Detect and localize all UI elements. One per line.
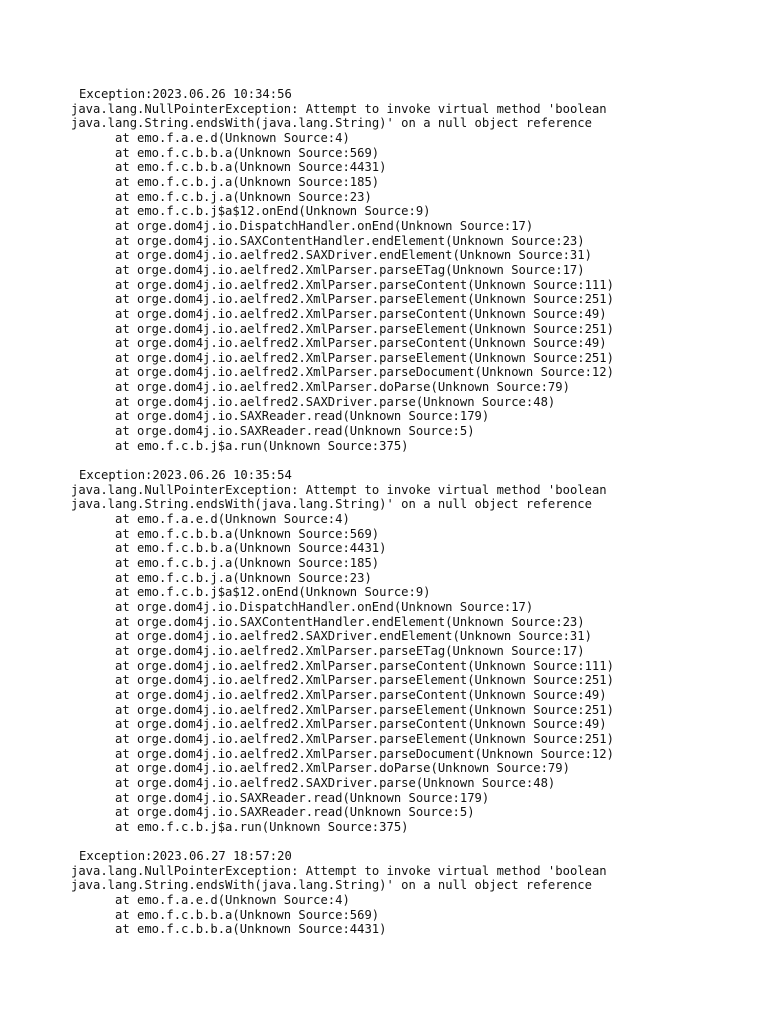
exception-timestamp: Exception:2023.06.26 10:34:56 [79,87,292,101]
stack-frame: at emo.f.c.b.j$a$12.onEnd(Unknown Source:9) [115,204,431,219]
stack-frame: at orge.dom4j.io.DispatchHandler.onEnd(Unknown Source:17) [115,218,534,233]
stack-frame: at orge.dom4j.io.aelfred2.XmlParser.parseContent(Unknown Source:49) [115,687,607,702]
stack-frame: at orge.dom4j.io.aelfred2.XmlParser.parseElement(Unknown Source:251) [115,292,614,307]
stack-frame: at emo.f.c.b.j.a(Unknown Source:23) [115,570,372,585]
stack-frame: at orge.dom4j.io.aelfred2.XmlParser.parseETag(Unknown Source:17) [115,262,585,277]
stack-frame: at orge.dom4j.io.aelfred2.XmlParser.parseElement(Unknown Source:251) [115,673,614,688]
exception-timestamp: Exception:2023.06.26 10:35:54 [79,468,292,483]
stack-frame: at orge.dom4j.io.aelfred2.XmlParser.parseETag(Unknown Source:17) [115,643,585,658]
exception-message-line: java.lang.NullPointerException: Attempt to invoke virtual method 'boolean [71,863,607,878]
exception-message-line: java.lang.String.endsWith(java.lang.String)' on a null object reference [71,878,592,893]
stack-frame: at orge.dom4j.io.SAXContentHandler.endElement(Unknown Source:23) [115,233,585,248]
stack-frame: at orge.dom4j.io.aelfred2.XmlParser.parseContent(Unknown Source:49) [115,336,607,351]
stack-frame: at orge.dom4j.io.aelfred2.XmlParser.parseContent(Unknown Source:111) [115,277,614,292]
stack-frame: at orge.dom4j.io.aelfred2.XmlParser.parseElement(Unknown Source:251) [115,731,614,746]
stack-frame: at orge.dom4j.io.aelfred2.XmlParser.parseElement(Unknown Source:251) [115,321,614,336]
stack-frame: at emo.f.c.b.b.a(Unknown Source:4431) [115,541,387,556]
stack-frame: at orge.dom4j.io.aelfred2.SAXDriver.endElement(Unknown Source:31) [115,629,592,644]
exception-message-line: java.lang.NullPointerException: Attempt to invoke virtual method 'boolean [71,482,607,497]
exception-message-line: java.lang.String.endsWith(java.lang.String)' on a null object reference [71,497,592,512]
stack-frame: at orge.dom4j.io.aelfred2.XmlParser.parseContent(Unknown Source:111) [115,658,614,673]
stack-frame: at orge.dom4j.io.SAXContentHandler.endElement(Unknown Source:23) [115,614,585,629]
stack-frame: at emo.f.c.b.j.a(Unknown Source:185) [115,556,380,570]
stack-frame: at orge.dom4j.io.aelfred2.XmlParser.parseDocument(Unknown Source:12) [115,365,614,380]
stack-frame: at emo.f.c.b.b.a(Unknown Source:569) [115,907,380,922]
stack-frame: at orge.dom4j.io.aelfred2.XmlParser.parseDocument(Unknown Source:12) [115,746,614,761]
stack-frame: at emo.f.c.b.b.a(Unknown Source:4431) [115,160,387,175]
exception-entry [71,87,751,453]
stack-frame: at orge.dom4j.io.SAXReader.read(Unknown Source:179) [115,790,490,805]
stack-frame: at orge.dom4j.io.aelfred2.XmlParser.parseContent(Unknown Source:49) [115,306,607,321]
stack-frame: at orge.dom4j.io.aelfred2.XmlParser.doParse(Unknown Source:79) [115,761,570,776]
stack-frame: at emo.f.c.b.j$a.run(Unknown Source:375) [115,438,409,453]
stack-frame: at emo.f.a.e.d(Unknown Source:4) [115,893,350,908]
stack-frame: at orge.dom4j.io.aelfred2.SAXDriver.endElement(Unknown Source:31) [115,248,592,263]
exception-message-line: java.lang.NullPointerException: Attempt to invoke virtual method 'boolean [71,101,607,116]
stack-frame: at orge.dom4j.io.DispatchHandler.onEnd(Unknown Source:17) [115,599,534,614]
stack-frame: at emo.f.c.b.b.a(Unknown Source:569) [115,526,380,541]
stack-frame: at orge.dom4j.io.aelfred2.XmlParser.doParse(Unknown Source:79) [115,380,570,395]
stack-frame: at orge.dom4j.io.SAXReader.read(Unknown Source:179) [115,409,490,424]
stack-frame: at orge.dom4j.io.SAXReader.read(Unknown Source:5) [115,805,475,820]
exception-log [71,87,751,937]
stack-frame: at orge.dom4j.io.aelfred2.SAXDriver.parse(Unknown Source:48) [115,775,556,790]
exception-message-line: java.lang.String.endsWith(java.lang.String)' on a null object reference [71,116,592,131]
stack-frame: at emo.f.c.b.j$a.run(Unknown Source:375) [115,819,409,834]
exception-entry [71,849,751,937]
stack-frame: at orge.dom4j.io.aelfred2.XmlParser.parseElement(Unknown Source:251) [115,350,614,365]
stack-frame: at emo.f.c.b.j$a$12.onEnd(Unknown Source:9) [115,585,431,600]
stack-frame: at orge.dom4j.io.aelfred2.SAXDriver.parse(Unknown Source:48) [115,394,556,409]
stack-frame: at emo.f.a.e.d(Unknown Source:4) [115,512,350,527]
stack-frame: at emo.f.c.b.j.a(Unknown Source:185) [115,174,380,189]
exception-entry [71,468,751,834]
stack-frame: at emo.f.c.b.b.a(Unknown Source:569) [115,145,380,160]
stack-frame: at orge.dom4j.io.SAXReader.read(Unknown Source:5) [115,424,475,439]
stack-frame: at emo.f.c.b.b.a(Unknown Source:4431) [115,922,387,937]
stack-frame: at orge.dom4j.io.aelfred2.XmlParser.parseElement(Unknown Source:251) [115,702,614,717]
exception-timestamp: Exception:2023.06.27 18:57:20 [79,849,292,864]
stack-frame: at emo.f.c.b.j.a(Unknown Source:23) [115,189,372,204]
stack-frame: at emo.f.a.e.d(Unknown Source:4) [115,130,350,145]
stack-frame: at orge.dom4j.io.aelfred2.XmlParser.parseContent(Unknown Source:49) [115,717,607,732]
